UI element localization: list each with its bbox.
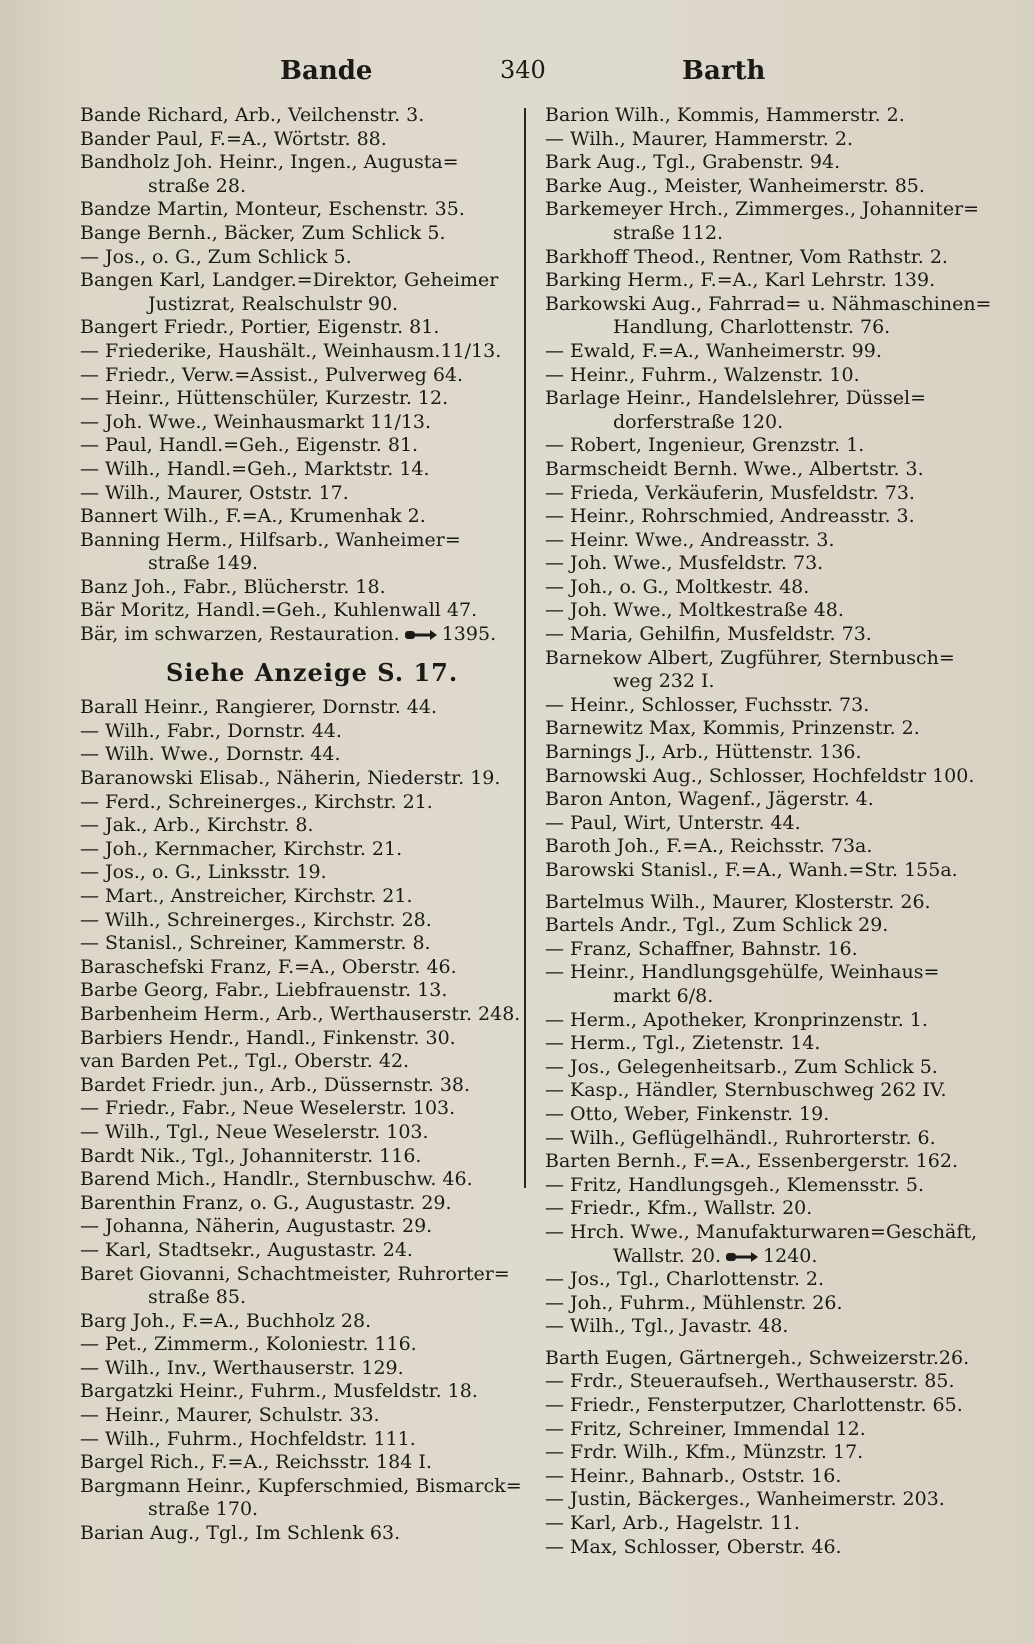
- entry-text: straße 149.: [148, 552, 259, 575]
- entry-text: Bangert Friedr., Portier, Eigenstr. 81.: [80, 316, 440, 339]
- entry-text: — Franz, Schaffner, Bahnstr. 16.: [545, 937, 858, 960]
- directory-entry: [80, 1027, 518, 1051]
- entry-text: Banz Joh., Fabr., Blücherstr. 18.: [80, 575, 386, 598]
- entry-text: Barian Aug., Tgl., Im Schlenk 63.: [80, 1522, 401, 1545]
- entry-text: Barking Herm., F.=A., Karl Lehrstr. 139.: [545, 269, 936, 292]
- directory-entry: [545, 104, 985, 128]
- entry-text: — Joh., o. G., Moltkestr. 48.: [545, 575, 810, 598]
- entry-text: Barnewitz Max, Kommis, Prinzenstr. 2.: [545, 717, 920, 740]
- entry-text: — Ferd., Schreinerges., Kirchstr. 21.: [80, 790, 433, 813]
- directory-entry-continuation: [545, 985, 985, 1009]
- entry-text: — Wilh., Maurer, Hammerstr. 2.: [545, 127, 854, 150]
- entry-text: Bargatzki Heinr., Fuhrm., Musfeldstr. 18.: [80, 1380, 478, 1403]
- entry-text: — Max, Schlosser, Oberstr. 46.: [545, 1535, 842, 1558]
- directory-entry: [545, 765, 985, 789]
- entry-text: Bargel Rich., F.=A., Reichsstr. 184 I.: [80, 1451, 432, 1474]
- entry-text: Barnekow Albert, Zugführer, Sternbusch=: [545, 646, 955, 669]
- directory-entry: [80, 1263, 518, 1287]
- directory-entry: [545, 1347, 985, 1371]
- entry-text: — Paul, Wirt, Unterstr. 44.: [545, 811, 801, 834]
- directory-entry: [80, 909, 518, 933]
- header-right-keyword: Barth: [682, 56, 766, 86]
- entry-text: — Hrch. Wwe., Manufakturwaren=Geschäft,: [545, 1220, 978, 1243]
- entry-text: Bange Bernh., Bäcker, Zum Schlick 5.: [80, 221, 446, 244]
- directory-entry: [80, 1097, 518, 1121]
- entry-text: Barnings J., Arb., Hüttenstr. 136.: [545, 741, 862, 764]
- entry-text: Barkemeyer Hrch., Zimmerges., Johanniter=: [545, 198, 980, 221]
- entry-text: Banning Herm., Hilfsarb., Wanheimer=: [80, 528, 461, 551]
- directory-entry: [545, 198, 985, 222]
- entry-text: — Wilh., Handl.=Geh., Marktstr. 14.: [80, 457, 430, 480]
- entry-text: — Friedr., Fensterputzer, Charlottenstr. 65.: [545, 1394, 963, 1417]
- directory-entry: [545, 961, 985, 985]
- entry-text: — Herm., Apotheker, Kronprinzenstr. 1.: [545, 1008, 928, 1031]
- left-column: [80, 104, 522, 1546]
- directory-entry: [80, 316, 518, 340]
- directory-entry: [80, 222, 518, 246]
- directory-entry: [545, 292, 992, 317]
- directory-entry: [80, 529, 518, 553]
- telephone-number: 1240.: [763, 1244, 818, 1267]
- entry-text: Bangen Karl, Landger.=Direktor, Geheimer: [80, 269, 499, 292]
- entry-text: — Stanisl., Schreiner, Kammerstr. 8.: [80, 932, 431, 955]
- entry-text: Baranowski Elisab., Näherin, Niederstr. 19.: [80, 767, 501, 790]
- directory-entry: [80, 505, 518, 529]
- directory-entry: [545, 623, 985, 647]
- entry-text: Barbiers Hendr., Handl., Finkenstr. 30.: [80, 1026, 456, 1049]
- entry-text: Barlage Heinr., Handelslehrer, Düssel=: [545, 387, 927, 410]
- entry-text: — Fritz, Handlungsgeh., Klemensstr. 5.: [545, 1173, 924, 1196]
- directory-entry: [545, 505, 985, 529]
- entry-text: — Maria, Gehilfin, Musfeldstr. 73.: [545, 623, 872, 646]
- entry-text: — Wilh., Tgl., Neue Weselerstr. 103.: [80, 1120, 429, 1143]
- telephone-icon: [404, 629, 438, 641]
- directory-entry-continuation: [80, 1286, 518, 1310]
- directory-entry: [80, 979, 518, 1003]
- directory-entry-continuation: [80, 1498, 518, 1522]
- directory-entry: [80, 1215, 518, 1239]
- right-column: [545, 104, 992, 1559]
- directory-entry: [545, 482, 985, 506]
- entry-text: Bandze Martin, Monteur, Eschenstr. 35.: [80, 198, 465, 221]
- entry-text: — Karl, Stadtsekr., Augustastr. 24.: [80, 1238, 413, 1261]
- directory-entry: [80, 128, 518, 152]
- entry-text: Siehe Anzeige S. 17.: [166, 657, 459, 687]
- entry-text: straße 85.: [148, 1286, 246, 1309]
- directory-entry: [80, 151, 518, 175]
- entry-text: markt 6/8.: [613, 984, 714, 1007]
- entry-text: — Wilh., Tgl., Javastr. 48.: [545, 1315, 789, 1338]
- directory-entry: [545, 269, 985, 293]
- directory-entry: [545, 1394, 985, 1418]
- directory-entry: [545, 1268, 985, 1292]
- directory-entry-continuation: [545, 1245, 985, 1269]
- entry-text: — Wilh., Schreinerges., Kirchstr. 28.: [80, 908, 432, 931]
- entry-text: Wallstr. 20.: [613, 1244, 722, 1267]
- directory-entry: [80, 623, 518, 647]
- directory-entry: [545, 364, 985, 388]
- entry-text: — Heinr. Wwe., Andreasstr. 3.: [545, 528, 835, 551]
- directory-entry: [80, 246, 518, 270]
- directory-entry: [545, 1103, 985, 1127]
- directory-entry: [80, 743, 518, 767]
- telephone-number: 1395.: [441, 623, 497, 646]
- column-divider: [524, 108, 526, 1188]
- directory-entry: [80, 1404, 518, 1428]
- entry-text: weg 232 I.: [613, 670, 715, 693]
- directory-entry: [80, 458, 518, 482]
- directory-entry: [80, 387, 518, 411]
- header-left-keyword: Bande: [280, 56, 373, 86]
- entry-text: Baron Anton, Wagenf., Jägerstr. 4.: [545, 788, 874, 811]
- entry-text: Bartelmus Wilh., Maurer, Klosterstr. 26.: [545, 890, 931, 913]
- directory-entry: [545, 246, 985, 270]
- directory-entry: [80, 1380, 518, 1404]
- directory-entry: [545, 1174, 985, 1198]
- entry-text: — Wilh., Inv., Werthauserstr. 129.: [80, 1356, 404, 1379]
- entry-text: Bär, im schwarzen, Restauration.: [80, 623, 400, 646]
- directory-entry: [80, 340, 518, 364]
- directory-entry: [545, 1315, 985, 1339]
- page-header: [80, 56, 960, 96]
- entry-text: — Frdr., Steueraufseh., Werthauserstr. 85.: [545, 1370, 955, 1393]
- entry-text: — Jos., o. G., Zum Schlick 5.: [80, 245, 352, 268]
- directory-entry: [80, 720, 518, 744]
- entry-text: — Wilh., Geflügelhändl., Ruhrorterstr. 6.: [545, 1126, 936, 1149]
- directory-entry: [80, 434, 518, 458]
- directory-entry: [545, 938, 985, 962]
- entry-text: Bannert Wilh., F.=A., Krumenhak 2.: [80, 505, 426, 528]
- directory-entry: [80, 1074, 518, 1098]
- directory-entry: [80, 932, 518, 956]
- directory-entry: [80, 1168, 518, 1192]
- entry-text: — Friedr., Fabr., Neue Weselerstr. 103.: [80, 1097, 456, 1120]
- entry-text: Justizrat, Realschulstr 90.: [148, 292, 399, 315]
- entry-text: straße 112.: [613, 221, 724, 244]
- directory-entry: [545, 1512, 985, 1536]
- directory-entry: [80, 599, 518, 623]
- directory-entry-continuation: [545, 670, 985, 694]
- entry-text: Barth Eugen, Gärtnergeh., Schweizerstr.26.: [545, 1346, 970, 1369]
- entry-text: Bargmann Heinr., Kupferschmied, Bismarck=: [80, 1474, 522, 1497]
- directory-entry: [545, 835, 985, 859]
- entry-text: Bär Moritz, Handl.=Geh., Kuhlenwall 47.: [80, 599, 478, 622]
- directory-entry: [80, 269, 518, 293]
- entry-text: — Fritz, Schreiner, Immendal 12.: [545, 1417, 866, 1440]
- entry-text: — Jos., Gelegenheitsarb., Zum Schlick 5.: [545, 1055, 938, 1078]
- directory-entry: [545, 529, 985, 553]
- entry-text: Barkhoff Theod., Rentner, Vom Rathstr. 2.: [545, 245, 948, 268]
- entry-text: — Heinr., Rohrschmied, Andreasstr. 3.: [545, 505, 915, 528]
- entry-text: — Herm., Tgl., Zietenstr. 14.: [545, 1032, 821, 1055]
- directory-entry: [545, 151, 985, 175]
- entry-text: — Heinr., Schlosser, Fuchsstr. 73.: [545, 693, 870, 716]
- directory-entry-continuation: [80, 293, 518, 317]
- entry-text: Barend Mich., Handlr., Sternbuschw. 46.: [80, 1168, 473, 1191]
- directory-entry: [80, 576, 518, 600]
- entry-text: straße 170.: [148, 1498, 259, 1521]
- directory-entry: [80, 1357, 518, 1381]
- directory-entry-continuation: [545, 222, 985, 246]
- entry-text: Barowski Stanisl., F.=A., Wanh.=Str. 155a.: [545, 859, 958, 881]
- directory-entry: [80, 1050, 518, 1074]
- entry-text: — Joh., Kernmacher, Kirchstr. 21.: [80, 837, 403, 860]
- entry-text: Barkowski Aug., Fahrrad= u. Nähmaschinen=: [545, 292, 992, 315]
- entry-text: Bartels Andr., Tgl., Zum Schlick 29.: [545, 914, 889, 937]
- entry-text: Bardt Nik., Tgl., Johanniterstr. 116.: [80, 1144, 422, 1167]
- entry-text: Barenthin Franz, o. G., Augustastr. 29.: [80, 1191, 452, 1214]
- directory-entry: [80, 838, 518, 862]
- directory-entry: [80, 1474, 522, 1499]
- directory-entry: [545, 1221, 985, 1245]
- entry-text: Baraschefski Franz, F.=A., Oberstr. 46.: [80, 955, 457, 978]
- entry-text: — Kasp., Händler, Sternbuschweg 262 IV.: [545, 1079, 947, 1102]
- entry-text: — Ewald, F.=A., Wanheimerstr. 99.: [545, 339, 882, 362]
- directory-entry-continuation: [80, 552, 518, 576]
- entry-text: — Heinr., Bahnarb., Oststr. 16.: [545, 1464, 842, 1487]
- directory-entry: [80, 1333, 518, 1357]
- directory-entry: [80, 1121, 518, 1145]
- entry-text: — Jos., Tgl., Charlottenstr. 2.: [545, 1268, 825, 1291]
- entry-text: dorferstraße 120.: [613, 410, 784, 433]
- directory-entry: [545, 1197, 985, 1221]
- directory-entry: [545, 1536, 985, 1560]
- directory-entry: [80, 1145, 518, 1169]
- entry-text: van Barden Pet., Tgl., Oberstr. 42.: [80, 1050, 410, 1073]
- entry-text: Barall Heinr., Rangierer, Dornstr. 44.: [80, 696, 437, 719]
- entry-text: — Robert, Ingenieur, Grenzstr. 1.: [545, 434, 865, 457]
- directory-entry: [545, 891, 985, 915]
- directory-entry: [80, 364, 518, 388]
- directory-entry: [80, 696, 518, 720]
- directory-entry: [545, 741, 985, 765]
- entry-text: — Heinr., Handlungsgehülfe, Weinhaus=: [545, 961, 940, 984]
- entry-text: — Frieda, Verkäuferin, Musfeldstr. 73.: [545, 481, 915, 504]
- directory-entry: [545, 788, 985, 812]
- directory-entry: [80, 1239, 518, 1263]
- directory-entry: [80, 1428, 518, 1452]
- directory-entry: [545, 340, 985, 364]
- entry-text: — Johanna, Näherin, Augustastr. 29.: [80, 1215, 433, 1238]
- directory-entry: [545, 694, 985, 718]
- entry-text: — Karl, Arb., Hagelstr. 11.: [545, 1512, 800, 1535]
- entry-text: Barnowski Aug., Schlosser, Hochfeldstr 100.: [545, 764, 975, 787]
- directory-entry: [545, 599, 985, 623]
- directory-entry: [545, 647, 985, 671]
- directory-entry: [545, 175, 985, 199]
- page-number: 340: [500, 56, 546, 84]
- directory-entry: [80, 885, 518, 909]
- directory-entry: [545, 1009, 985, 1033]
- entry-text: — Wilh., Fabr., Dornstr. 44.: [80, 719, 342, 742]
- directory-entry: [545, 1441, 985, 1465]
- entry-text: — Joh. Wwe., Weinhausmarkt 11/13.: [80, 410, 432, 433]
- directory-entry: [80, 482, 518, 506]
- entry-text: — Paul, Handl.=Geh., Eigenstr. 81.: [80, 434, 419, 457]
- entry-text: — Heinr., Fuhrm., Walzenstr. 10.: [545, 363, 860, 386]
- directory-entry: [545, 859, 985, 883]
- entry-text: — Friedr., Verw.=Assist., Pulverweg 64.: [80, 363, 464, 386]
- directory-entry: [545, 1032, 985, 1056]
- directory-entry: [545, 1150, 985, 1174]
- directory-entry: [80, 861, 518, 885]
- directory-entry: [80, 767, 518, 791]
- entry-text: — Justin, Bäckerges., Wanheimerstr. 203.: [545, 1488, 945, 1511]
- entry-text: Barke Aug., Meister, Wanheimerstr. 85.: [545, 174, 925, 197]
- directory-entry: [545, 812, 985, 836]
- directory-entry: [80, 1310, 518, 1334]
- entry-text: Barion Wilh., Kommis, Hammerstr. 2.: [545, 104, 905, 126]
- entry-text: Barg Joh., F.=A., Buchholz 28.: [80, 1309, 372, 1332]
- entry-text: Bande Richard, Arb., Veilchenstr. 3.: [80, 104, 425, 126]
- entry-text: — Pet., Zimmerm., Koloniestr. 116.: [80, 1333, 417, 1356]
- directory-entry: [80, 1002, 521, 1027]
- entry-text: — Heinr., Hüttenschüler, Kurzestr. 12.: [80, 387, 449, 410]
- entry-text: Barmscheidt Bernh. Wwe., Albertstr. 3.: [545, 457, 924, 480]
- entry-text: — Jos., o. G., Linksstr. 19.: [80, 861, 327, 884]
- entry-text: — Friedr., Kfm., Wallstr. 20.: [545, 1197, 813, 1220]
- directory-entry: [545, 914, 985, 938]
- entry-text: — Joh. Wwe., Moltkestraße 48.: [545, 599, 844, 622]
- directory-entry: [80, 1451, 518, 1475]
- directory-entry: [80, 956, 518, 980]
- directory-entry: [545, 1465, 985, 1489]
- entry-text: Bark Aug., Tgl., Grabenstr. 94.: [545, 151, 841, 174]
- directory-entry-continuation: [545, 411, 985, 435]
- advertisement-reference: [80, 657, 518, 687]
- directory-entry: [80, 411, 518, 435]
- directory-entry: [545, 1370, 985, 1394]
- directory-entry: [545, 387, 985, 411]
- entry-text: — Frdr. Wilh., Kfm., Münzstr. 17.: [545, 1441, 864, 1464]
- entry-text: straße 28.: [148, 174, 246, 197]
- entry-text: Baroth Joh., F.=A., Reichsstr. 73a.: [545, 835, 873, 858]
- entry-text: — Joh., Fuhrm., Mühlenstr. 26.: [545, 1291, 843, 1314]
- entry-text: — Jak., Arb., Kirchstr. 8.: [80, 814, 314, 837]
- directory-entry: [80, 104, 518, 128]
- entry-text: Bandholz Joh. Heinr., Ingen., Augusta=: [80, 151, 459, 174]
- entry-text: — Joh. Wwe., Musfeldstr. 73.: [545, 552, 824, 575]
- directory-entry: [545, 1056, 985, 1080]
- entry-text: Barbe Georg, Fabr., Liebfrauenstr. 13.: [80, 979, 448, 1002]
- directory-entry: [545, 1079, 985, 1103]
- directory-entry: [545, 434, 985, 458]
- entry-text: Baret Giovanni, Schachtmeister, Ruhrorter=: [80, 1262, 510, 1285]
- directory-entry: [545, 1292, 985, 1316]
- directory-entry: [545, 128, 985, 152]
- directory-entry: [545, 576, 985, 600]
- entry-text: — Wilh., Maurer, Oststr. 17.: [80, 481, 349, 504]
- directory-entry: [80, 198, 518, 222]
- entry-text: — Friederike, Haushält., Weinhausm.11/13.: [80, 339, 502, 362]
- directory-entry: [80, 1522, 518, 1546]
- directory-entry: [80, 814, 518, 838]
- directory-entry: [80, 791, 518, 815]
- entry-text: Bardet Friedr. jun., Arb., Düssernstr. 38.: [80, 1073, 471, 1096]
- entry-text: Handlung, Charlottenstr. 76.: [613, 316, 891, 339]
- telephone-icon: [725, 1251, 759, 1263]
- entry-text: — Mart., Anstreicher, Kirchstr. 21.: [80, 885, 413, 907]
- directory-entry-continuation: [545, 316, 985, 340]
- entry-text: Barten Bernh., F.=A., Essenbergerstr. 162.: [545, 1150, 959, 1173]
- directory-entry: [545, 458, 985, 482]
- entry-text: — Otto, Weber, Finkenstr. 19.: [545, 1102, 830, 1125]
- entry-text: — Wilh. Wwe., Dornstr. 44.: [80, 743, 341, 766]
- directory-entry: [545, 1488, 985, 1512]
- directory-entry: [545, 1418, 985, 1442]
- entry-text: Bander Paul, F.=A., Wörtstr. 88.: [80, 127, 387, 150]
- directory-entry: [545, 552, 985, 576]
- directory-entry: [545, 1127, 985, 1151]
- directory-entry: [80, 1192, 518, 1216]
- entry-text: — Heinr., Maurer, Schulstr. 33.: [80, 1404, 380, 1427]
- directory-entry: [545, 717, 985, 741]
- entry-text: — Wilh., Fuhrm., Hochfeldstr. 111.: [80, 1427, 416, 1450]
- entry-text: Barbenheim Herm., Arb., Werthauserstr. 248.: [80, 1002, 521, 1025]
- directory-entry-continuation: [80, 175, 518, 199]
